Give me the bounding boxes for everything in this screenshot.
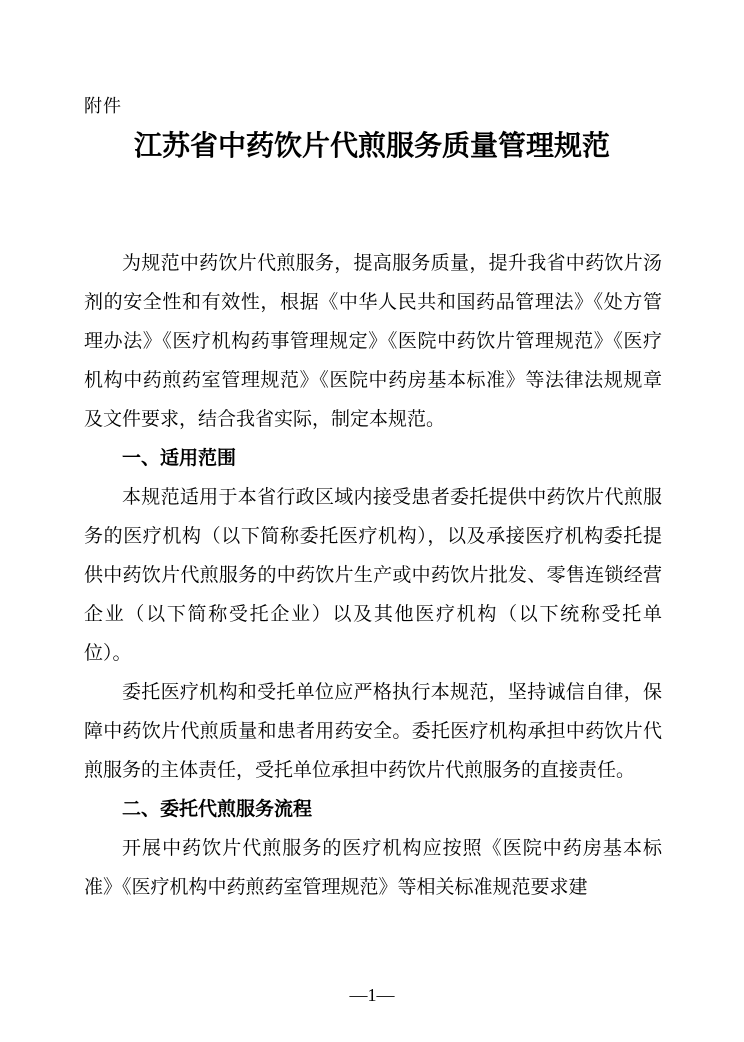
document-title: 江苏省中药饮片代煎服务质量管理规范 xyxy=(133,129,610,162)
section-heading-process: 二、委托代煎服务流程 xyxy=(122,798,313,820)
process-paragraph-1: 开展中药饮片代煎服务的医疗机构应按照《医院中药房基本标准》《医疗机构中药煎药室管理规范》等相关标准规范要求建 xyxy=(84,837,662,898)
intro-paragraph: 为规范中药饮片代煎服务，提高服务质量，提升我省中药饮片汤剂的安全性和有效性，根据《中华人民共和国药品管理法》《处方管理办法》《医疗机构药事管理规定》《医院中药饮片管理规范》《医疗机构中药煎药室管理规范》《医院中药房基本标准》等法律法规规章及文件要求，结合我省实际，制定本规范。 xyxy=(84,252,662,430)
scope-paragraph-1: 本规范适用于本省行政区域内接受患者委托提供中药饮片代煎服务的医疗机构（以下简称委托医疗机构），以及承接医疗机构委托提供中药饮片代煎服务的中药饮片生产或中药饮片批发、零售连锁经营企业（以下简称受托企业）以及其他医疗机构（以下统称受托单位）。 xyxy=(84,486,662,664)
page-number: —1— xyxy=(349,985,395,1005)
scope-paragraph-2: 委托医疗机构和受托单位应严格执行本规范，坚持诚信自律，保障中药饮片代煎质量和患者用药安全。委托医疗机构承担中药饮片代煎服务的主体责任，受托单位承担中药饮片代煎服务的直接责任。 xyxy=(84,681,662,781)
document-body xyxy=(84,244,662,907)
attachment-label: 附件 xyxy=(84,96,122,117)
section-heading-scope: 一、适用范围 xyxy=(122,447,237,469)
